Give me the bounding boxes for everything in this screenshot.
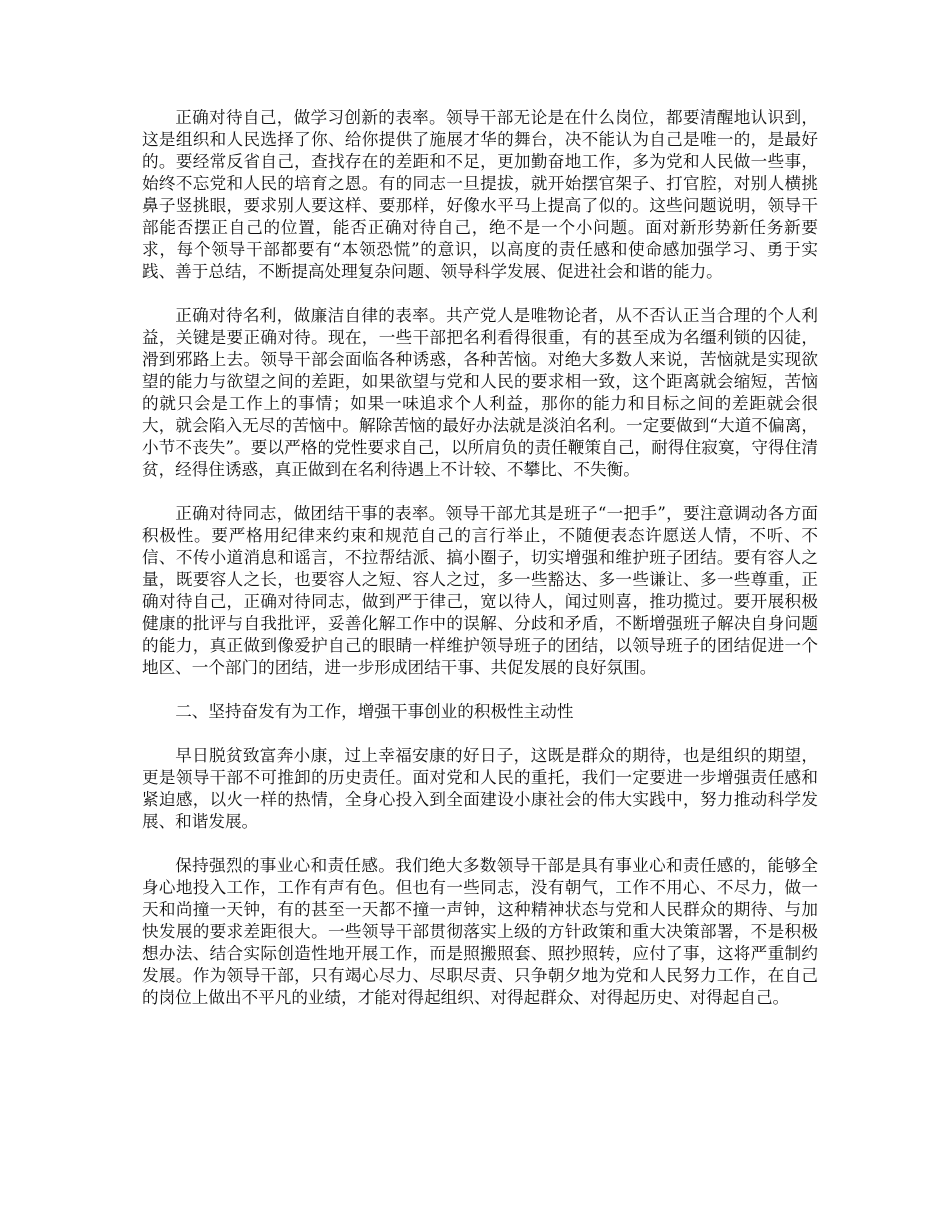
section-heading: 二、坚持奋发有为工作，增强干事创业的积极性主动性 <box>175 702 574 721</box>
document-page <box>142 107 818 1031</box>
paragraph-prosperity: 早日脱贫致富奔小康，过上幸福安康的好日子，这既是群众的期待，也是组织的期望，更是领导干部不可推卸的历史责任。面对党和人民的重托，我们一定要进一步增强责任感和紧迫感，以火一样的热情，全身心投入到全面建设小康社会的伟大实践中，努力推动科学发展、和谐发展。 <box>142 746 818 831</box>
paragraph-comrades: 正确对待同志，做团结干事的表率。领导干部尤其是班子“一把手”，要注意调动各方面积极性。要严格用纪律来约束和规范自己的言行举止，不随便表态许愿送人情，不听、不信、不传小道消息和谣言，不拉帮结派、搞小圈子，切实增强和维护班子团结。要有容人之量，既要容人之长，也要容人之短、容人之过，多一些豁达、多一些谦让、多一些尊重，正确对待自己，正确对待同志，做到严于律己，宽以待人，闻过则喜，推功揽过。要开展积极健康的批评与自我批评，妥善化解工作中的误解、分歧和矛盾，不断增强班子解决自身问题的能力，真正做到像爱护自己的眼睛一样维护领导班子的团结，以领导班子的团结促进一个地区、一个部门的团结，进一步形成团结干事、共促发展的良好氛围。 <box>142 504 818 677</box>
paragraph-responsibility: 保持强烈的事业心和责任感。我们绝大多数领导干部是具有事业心和责任感的，能够全身心地投入工作，工作有声有色。但也有一些同志，没有朝气，工作不用心、不尽力，做一天和尚撞一天钟，有的甚至一天都不撞一声钟，这种精神状态与党和人民群众的期待、与加快发展的要求差距很大。一些领导干部贯彻落实上级的方针政策和重大决策部署，不是积极想办法、结合实际创造性地开展工作，而是照搬照套、照抄照转，应付了事，这将严重制约发展。作为领导干部，只有竭心尽力、尽职尽责、只争朝夕地为党和人民努力工作，在自己的岗位上做出不平凡的业绩，才能对得起组织、对得起群众、对得起历史、对得起自己。 <box>142 856 818 1007</box>
paragraph-self: 正确对待自己，做学习创新的表率。领导干部无论是在什么岗位，都要清醒地认识到，这是组织和人民选择了你、给你提供了施展才华的舞台，决不能认为自己是唯一的，是最好的。要经常反省自己，查找存在的差距和不足，更加勤奋地工作，多为党和人民做一些事，始终不忘党和人民的培育之恩。有的同志一旦提拔，就开始摆官架子、打官腔，对别人横挑鼻子竖挑眼，要求别人要这样、要那样，好像水平马上提高了似的。这些问题说明，领导干部能否摆正自己的位置，能否正确对待自己，绝不是一个小问题。面对新形势新任务新要求，每个领导干部都要有“本领恐慌”的意识，以高度的责任感和使命感加强学习、勇于实践、善于总结，不断提高处理复杂问题、领导科学发展、促进社会和谐的能力。 <box>142 108 818 281</box>
paragraph-fame: 正确对待名利，做廉洁自律的表率。共产党人是唯物论者，从不否认正当合理的个人利益，关键是要正确对待。现在，一些干部把名利看得很重，有的甚至成为名缰利锁的囚徒，滑到邪路上去。领导干部会面临各种诱惑，各种苦恼。对绝大多数人来说，苦恼就是实现欲望的能力与欲望之间的差距，如果欲望与党和人民的要求相一致，这个距离就会缩短，苦恼的就只会是工作上的事情；如果一味追求个人利益，那你的能力和目标之间的差距就会很大，就会陷入无尽的苦恼中。解除苦恼的最好办法就是淡泊名利。一定要做到“大道不偏离，小节不丧失”。要以严格的党性要求自己，以所肩负的责任鞭策自己，耐得住寂寞，守得住清贫，经得住诱惑，真正做到在名利待遇上不计较、不攀比、不失衡。 <box>142 306 818 479</box>
